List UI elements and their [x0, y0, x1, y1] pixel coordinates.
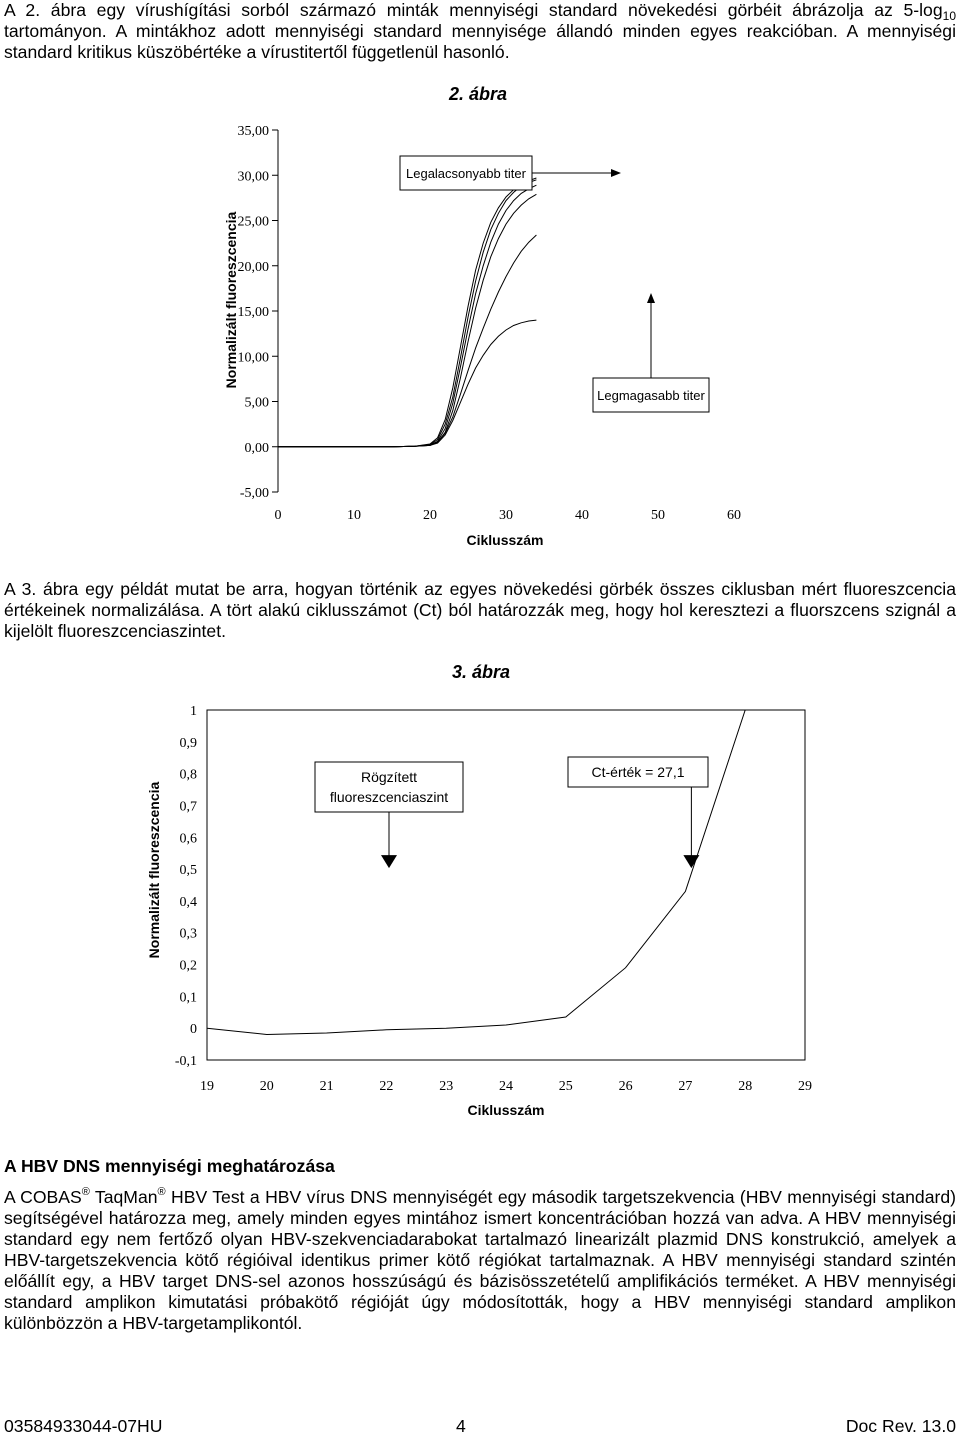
section-paragraph — [4, 1187, 956, 1334]
y-tick-label: 0,8 — [179, 767, 197, 783]
x-tick-label: 22 — [379, 1079, 394, 1094]
intro-text-a: A 2. ábra egy vírushígítási sorból származó minták mennyiségi standard növekedési görbéit ábrázolja az 5-log — [4, 0, 943, 20]
figure2-chart — [0, 110, 960, 555]
x-tick-label: 21 — [319, 1079, 334, 1094]
callout-ct-arrowhead — [683, 855, 699, 868]
curve-series-4 — [278, 194, 536, 446]
curve-series-6 — [278, 320, 536, 447]
x-tick-label: 50 — [651, 508, 665, 523]
plot-frame — [207, 710, 805, 1060]
callout-threshold-line2: fluoreszcenciaszint — [329, 789, 449, 805]
x-tick-label: 30 — [499, 508, 513, 523]
curve-series-3 — [278, 185, 536, 447]
y-tick-label: 0,3 — [179, 926, 197, 942]
x-axis-title: Ciklusszám — [466, 532, 544, 548]
curve-series-1 — [278, 178, 536, 447]
callout-ct-label: Ct-érték = 27,1 — [591, 764, 685, 780]
y-tick-label: 15,00 — [237, 305, 269, 320]
y-tick-label: -5,00 — [239, 486, 269, 501]
y-tick-label: 0,6 — [179, 831, 197, 847]
intro-text-b: tartományon. A mintákhoz adott mennyiségi standard mennyisége állandó minden egyes reakcióban. A mennyiségi standard kritikus küszöbértéke a vírustitertől függetlenül hasonló. — [4, 21, 956, 62]
x-tick-label: 28 — [738, 1079, 753, 1094]
x-tick-label: 26 — [618, 1079, 633, 1094]
figure3-chart — [0, 690, 960, 1130]
footer-page-number: 4 — [456, 1416, 466, 1436]
y-tick-label: 0,1 — [179, 990, 197, 1006]
footer-revision: Doc Rev. 13.0 — [845, 1416, 956, 1436]
y-tick-label: 0,00 — [244, 440, 269, 456]
y-tick-label: 30,00 — [237, 169, 269, 185]
y-tick-label: 10,00 — [237, 350, 269, 366]
x-tick-label: 25 — [558, 1079, 573, 1094]
y-tick-label: 0,9 — [179, 735, 197, 751]
registered-mark-2: ® — [157, 1186, 166, 1198]
x-axis-title: Ciklusszám — [467, 1102, 545, 1118]
y-tick-label: -0,1 — [174, 1054, 197, 1069]
x-tick-label: 60 — [727, 508, 741, 523]
y-tick-label: 0,4 — [179, 894, 197, 910]
y-axis-title: Normalizált fluoreszcencia — [223, 211, 239, 389]
x-tick-label: 20 — [423, 508, 437, 523]
callout-lowest-label: Legalacsonyabb titer — [406, 166, 526, 181]
y-tick-label: 35,00 — [237, 124, 269, 139]
normalized-curve — [207, 710, 805, 1035]
figure2-title: 2. ábra — [449, 84, 508, 104]
y-tick-label: 0,2 — [179, 958, 197, 974]
x-tick-label: 29 — [798, 1079, 812, 1094]
y-tick-label: 0 — [190, 1022, 197, 1038]
y-tick-label: 5,00 — [244, 395, 269, 411]
callout-threshold-arrowhead — [381, 855, 397, 868]
section-title: A HBV DNS mennyiségi meghatározása — [4, 1156, 335, 1176]
callout-highest-label: Legmagasabb titer — [597, 388, 705, 403]
x-tick-label: 24 — [499, 1079, 513, 1094]
x-tick-label: 40 — [575, 508, 589, 523]
y-tick-label: 20,00 — [237, 259, 269, 275]
x-tick-label: 0 — [274, 508, 282, 523]
callout-threshold-line1: Rögzített — [360, 769, 418, 785]
x-tick-label: 27 — [678, 1079, 693, 1094]
x-tick-label: 20 — [259, 1079, 274, 1094]
footer-doc-id: 03584933044-07HU — [4, 1416, 163, 1436]
y-tick-label: 0,5 — [179, 863, 197, 879]
section-text-b: TaqMan — [89, 1187, 158, 1207]
section-text-a: A COBAS — [4, 1187, 82, 1207]
y-axis-title: Normalizált fluoreszcencia — [146, 781, 162, 959]
y-tick-label: 1 — [190, 704, 197, 719]
y-tick-label: 25,00 — [237, 214, 269, 230]
x-tick-label: 23 — [439, 1079, 454, 1094]
curve-series-5 — [278, 235, 536, 447]
x-tick-label: 10 — [347, 508, 361, 523]
intro-paragraph — [4, 0, 956, 63]
intro-subscript: 10 — [942, 9, 956, 23]
middle-paragraph: A 3. ábra egy példát mutat be arra, hogyan történik az egyes növekedési görbék összes ciklusban mért fluoreszcencia értékeinek normalizálása. A tört alakú ciklusszámot (Ct) ból határozzák meg, hogy hol keresztezi a fluorszcens szignál a kijelölt fluoreszcenciaszintet. — [4, 579, 956, 641]
registered-mark-1: ® — [81, 1186, 90, 1198]
y-tick-label: 0,7 — [179, 799, 197, 815]
figure3-title: 3. ábra — [452, 662, 511, 682]
x-tick-label: 19 — [200, 1079, 214, 1094]
curve-series-2 — [278, 180, 536, 447]
section-text-c: HBV Test a HBV vírus DNS mennyiségét egy második targetszekvencia (HBV mennyiségi standard) segítségével határozza meg, amely minden egyes mintához ismert koncentrációban hozzá van adva. A HBV mennyiségi standard egy nem fertőző olyan HBV-szekvenciadarabokat tartalmazó linearizált plazmid DNS konstrukció, amelyek a HBV-targetszekvencia kötő régióival identikus primer kötő régiókat tartalmaznak. A HBV mennyiségi standard szintén előállít egy, a HBV target DNS-sel azonos hosszúságú és bázisösszetételű amplifikációs terméket. A HBV mennyiségi standard amplikon kimutatási próbakötő régióját úgy módosították, hogy a HBV mennyiségi standard amplikon különbözzön a HBV-targetamplikontól. — [4, 1187, 956, 1333]
